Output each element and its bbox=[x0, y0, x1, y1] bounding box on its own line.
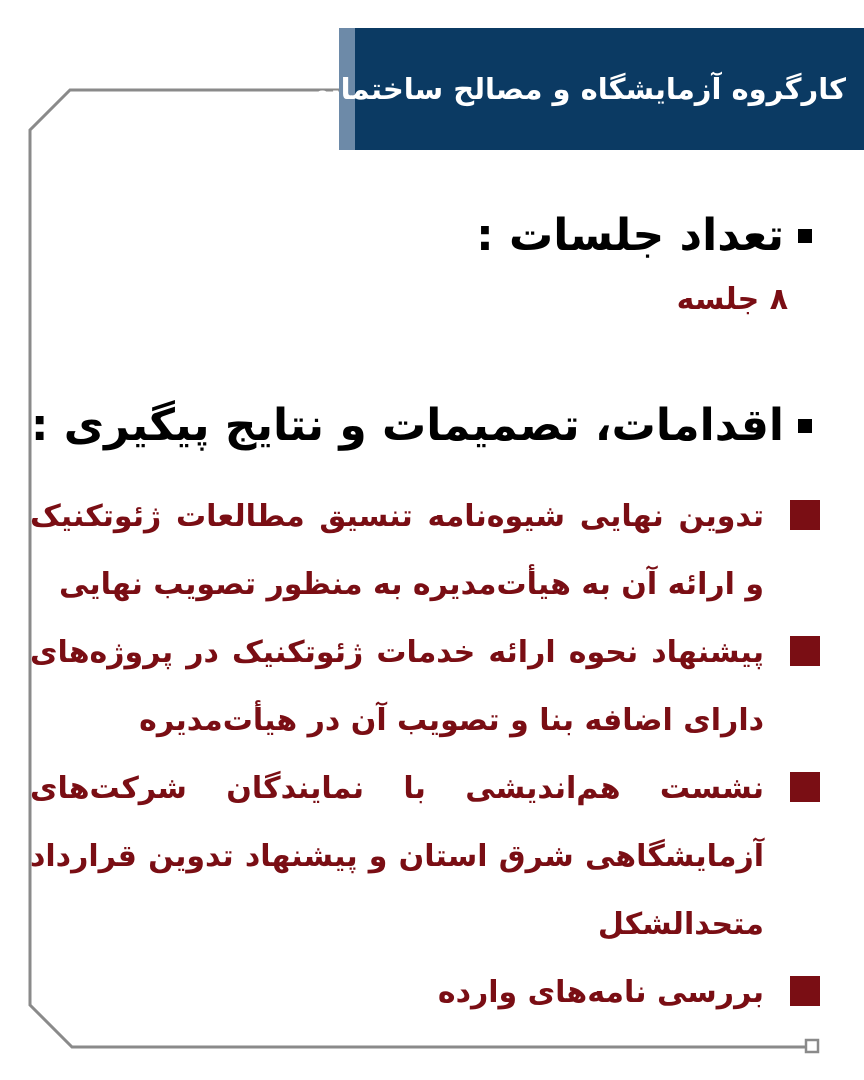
heading-bullet-icon bbox=[798, 419, 812, 433]
frame-corner-square bbox=[806, 1040, 818, 1052]
square-bullet-icon bbox=[790, 636, 820, 666]
list-item-text: تدوین نهایی شیوه‌نامه تنسیق مطالعات ژئوتکنیک و ارائه آن به هیأت‌مدیره به منظور تصویب نهایی bbox=[30, 499, 764, 602]
actions-heading bbox=[31, 400, 812, 451]
list-item-text: نشست هم‌اندیشی با نمایندگان شرکت‌های آزمایشگاهی شرق استان و پیشنهاد تدوین قرارداد متحدالشکل bbox=[30, 771, 764, 942]
sessions-count: ۸ جلسه bbox=[676, 282, 788, 317]
actions-heading-label: اقدامات، تصمیمات و نتایج پیگیری : bbox=[30, 400, 784, 451]
list-item bbox=[30, 483, 820, 619]
list-item bbox=[30, 755, 820, 959]
actions-list bbox=[30, 483, 820, 1027]
heading-bullet-icon bbox=[798, 229, 812, 243]
header-banner bbox=[300, 28, 864, 150]
list-item bbox=[30, 959, 820, 1027]
square-bullet-icon bbox=[790, 976, 820, 1006]
list-item bbox=[30, 619, 820, 755]
list-item-text: بررسی نامه‌های وارده bbox=[437, 975, 764, 1010]
sessions-heading-label: تعداد جلسات : bbox=[476, 210, 784, 261]
square-bullet-icon bbox=[790, 772, 820, 802]
square-bullet-icon bbox=[790, 500, 820, 530]
sessions-heading bbox=[476, 210, 812, 261]
page-title: کارگروه آزمایشگاه و مصالح ساختمانی bbox=[300, 72, 846, 106]
list-item-text: پیشنهاد نحوه ارائه خدمات ژئوتکنیک در پروژه‌های دارای اضافه بنا و تصویب آن در هیأت‌مدیره bbox=[30, 635, 764, 738]
